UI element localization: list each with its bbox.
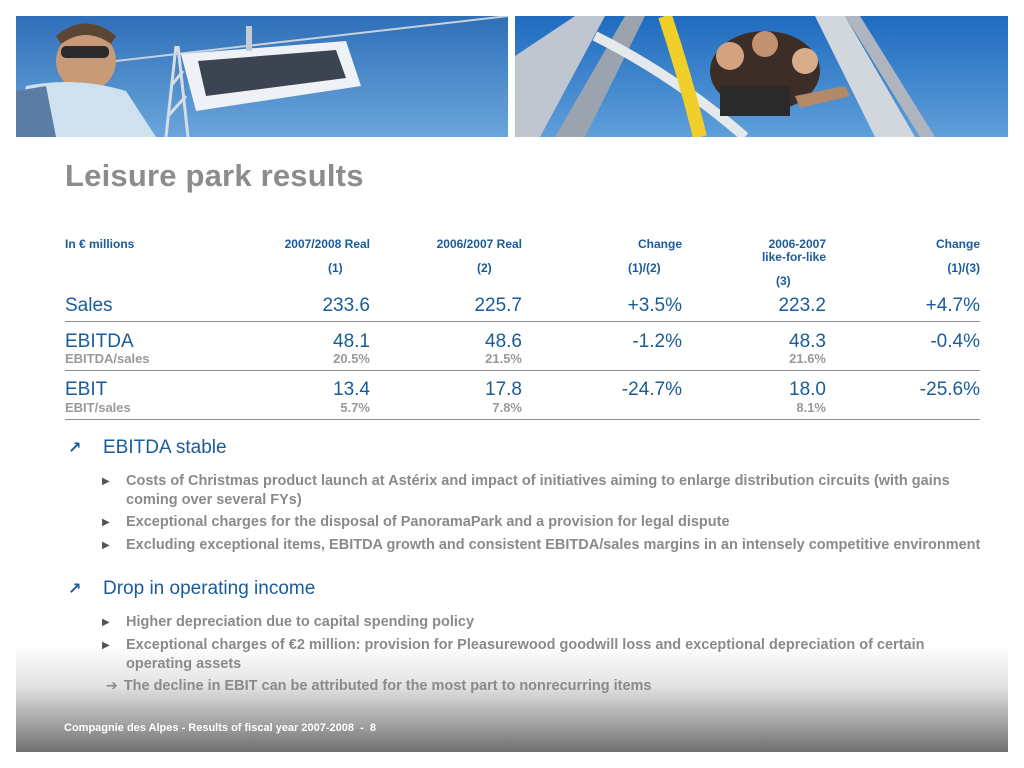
row-ebit-c4: 18.0 bbox=[789, 379, 826, 400]
row-ebitda-c4: 48.3 bbox=[789, 331, 826, 352]
header-col5: Change bbox=[935, 237, 980, 251]
row-ebitda-c3: -1.2% bbox=[632, 331, 682, 352]
header-col3: Change bbox=[637, 237, 682, 251]
list-item-text: Exceptional charges of €2 million: provision for Pleasurewood goodwill loss and exceptional depreciation of certain operating assets bbox=[126, 637, 925, 672]
triangle-bullet-icon: ▶ bbox=[102, 476, 110, 487]
list-item-text: Costs of Christmas product launch at Astérix and impact of initiatives aiming to enlarge distribution circuits (with gains coming over several FYs) bbox=[126, 473, 950, 508]
footer-text: Compagnie des Alpes - Results of fiscal year 2007-2008 bbox=[64, 722, 354, 734]
row-ebit-margin-label: EBIT/sales bbox=[65, 400, 131, 415]
triangle-bullet-icon: ▶ bbox=[102, 640, 110, 651]
header-col5-ref: (1)/(3) bbox=[947, 261, 980, 275]
banner-photo-cable-car bbox=[16, 16, 508, 137]
triangle-bullet-icon: ▶ bbox=[102, 617, 110, 628]
header-col1-ref: (1) bbox=[328, 261, 343, 275]
section-heading: Drop in operating income bbox=[103, 578, 316, 599]
row-ebit-margin-c1: 5.7% bbox=[340, 400, 370, 415]
header-col4-ref: (3) bbox=[776, 274, 791, 288]
section-heading: EBITDA stable bbox=[103, 437, 227, 458]
table-divider bbox=[65, 321, 980, 322]
row-ebitda-c1: 48.1 bbox=[333, 331, 370, 352]
row-ebitda-margin-c2: 21.5% bbox=[485, 351, 522, 366]
row-ebit-c5: -25.6% bbox=[919, 379, 980, 400]
conclusion-text: The decline in EBIT can be attributed for the most part to nonrecurring items bbox=[123, 678, 652, 694]
row-ebitda-c2: 48.6 bbox=[485, 331, 522, 352]
slide bbox=[16, 16, 1008, 752]
conclusion bbox=[106, 677, 651, 694]
list-item-text: Excluding exceptional items, EBITDA growth and consistent EBITDA/sales margins in an intensely competitive environment bbox=[126, 537, 981, 553]
up-right-arrow-icon: ↗ bbox=[68, 581, 82, 598]
page-number: 8 bbox=[369, 722, 377, 734]
list-item-text: Exceptional charges for the disposal of PanoramaPark and a provision for legal dispute bbox=[126, 514, 730, 530]
row-sales-c5: +4.7% bbox=[925, 295, 980, 316]
row-ebit-c1: 13.4 bbox=[333, 379, 370, 400]
header-col4-sub: like-for-like bbox=[761, 250, 826, 264]
list-item-text: Higher depreciation due to capital spending policy bbox=[126, 614, 475, 630]
table-divider bbox=[65, 370, 980, 371]
triangle-bullet-icon: ▶ bbox=[102, 517, 110, 528]
header-col4: 2006-2007 bbox=[768, 237, 826, 251]
row-sales-c4: 223.2 bbox=[778, 295, 826, 316]
row-ebit-c3: -24.7% bbox=[621, 379, 682, 400]
row-sales-c1: 233.6 bbox=[322, 295, 370, 316]
table-divider bbox=[65, 419, 980, 420]
header-unit: In € millions bbox=[65, 237, 135, 251]
row-ebit-margin-c2: 7.8% bbox=[492, 400, 522, 415]
row-ebitda-c5: -0.4% bbox=[930, 331, 980, 352]
header-col3-ref: (1)/(2) bbox=[628, 261, 661, 275]
triangle-bullet-icon: ▶ bbox=[102, 540, 110, 551]
row-sales-c3: +3.5% bbox=[627, 295, 682, 316]
right-arrow-icon: ➔ bbox=[106, 677, 118, 693]
page-title: Leisure park results bbox=[65, 158, 364, 193]
row-sales-c2: 225.7 bbox=[474, 295, 522, 316]
footer bbox=[64, 722, 376, 734]
row-ebit-c2: 17.8 bbox=[485, 379, 522, 400]
row-ebit-label: EBIT bbox=[65, 379, 108, 400]
header-col1: 2007/2008 Real bbox=[284, 237, 370, 251]
row-sales-label: Sales bbox=[65, 295, 113, 316]
banner-photo-roller-coaster bbox=[515, 16, 1008, 137]
up-right-arrow-icon: ↗ bbox=[68, 440, 82, 457]
row-ebitda-margin-c1: 20.5% bbox=[333, 351, 370, 366]
header-col2-ref: (2) bbox=[477, 261, 492, 275]
header-col2: 2006/2007 Real bbox=[436, 237, 522, 251]
row-ebit-margin-c4: 8.1% bbox=[796, 400, 826, 415]
footer-separator: - bbox=[360, 722, 364, 734]
row-ebitda-margin-c4: 21.6% bbox=[789, 351, 826, 366]
row-ebitda-label: EBITDA bbox=[65, 331, 134, 352]
row-ebitda-margin-label: EBITDA/sales bbox=[65, 351, 150, 366]
